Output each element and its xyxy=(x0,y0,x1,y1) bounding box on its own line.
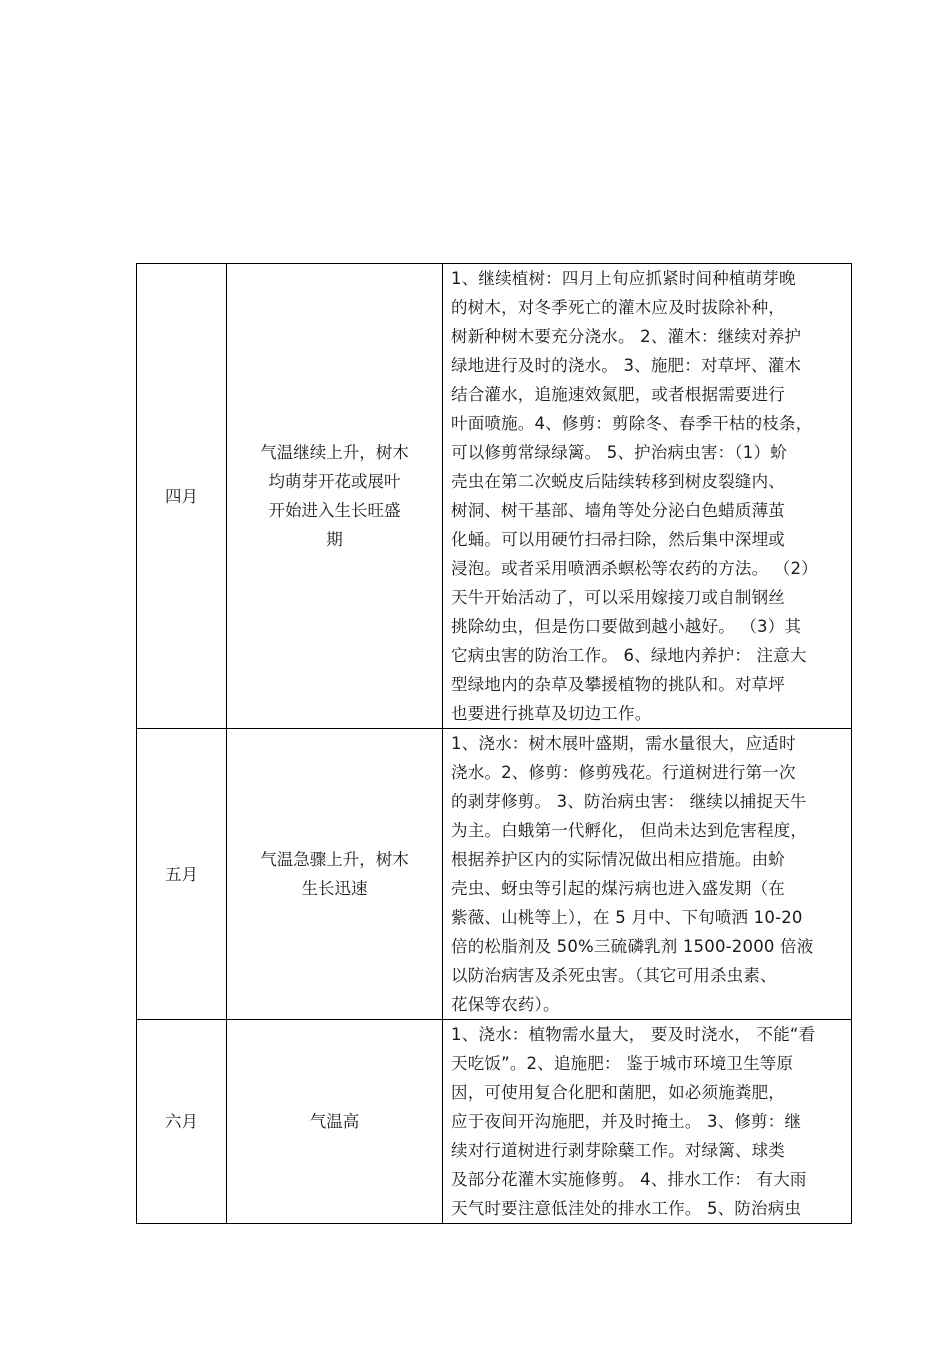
weather-cell xyxy=(227,1020,443,1224)
month-cell: 四月 xyxy=(137,264,227,729)
weather-line: 气温继续上升，树木 xyxy=(260,443,409,462)
task-line: 型绿地内的杂草及攀援植物的挑队和。对草坪 xyxy=(451,675,785,694)
task-line: 1、浇水：植物需水量大， 要及时浇水， 不能“看 xyxy=(451,1025,816,1044)
table-row-june xyxy=(137,1020,852,1224)
task-line: 壳虫在第二次蜕皮后陆续转移到树皮裂缝内、 xyxy=(451,472,785,491)
task-line: 也要进行挑草及切边工作。 xyxy=(451,704,652,723)
task-line: 的剥芽修剪。 3、防治病虫害： 继续以捕捉天牛 xyxy=(451,792,807,811)
task-line: 倍的松脂剂及 50%三硫磷乳剂 1500-2000 倍液 xyxy=(451,937,814,956)
tasks-cell xyxy=(443,729,852,1020)
tasks-cell xyxy=(443,264,852,729)
weather-line: 生长迅速 xyxy=(301,879,368,898)
table-row-april xyxy=(137,264,852,729)
task-line: 1、继续植树：四月上旬应抓紧时间种植萌芽晚 xyxy=(451,269,796,288)
task-line: 应于夜间开沟施肥，并及时掩土。 3、修剪：继 xyxy=(451,1112,802,1131)
weather-line: 气温急骤上升，树木 xyxy=(260,850,409,869)
task-line: 续对行道树进行剥芽除蘖工作。对绿篱、球类 xyxy=(451,1141,785,1160)
task-line: 壳虫、蚜虫等引起的煤污病也进入盛发期（在 xyxy=(451,879,785,898)
weather-cell xyxy=(227,264,443,729)
weather-line: 均萌芽开花或展叶 xyxy=(268,472,401,491)
task-line: 绿地进行及时的浇水。 3、施肥：对草坪、灌木 xyxy=(451,356,802,375)
month-cell: 六月 xyxy=(137,1020,227,1224)
task-line: 根据养护区内的实际情况做出相应措施。由蚧 xyxy=(451,850,785,869)
tasks-cell xyxy=(443,1020,852,1224)
task-line: 天气时要注意低洼处的排水工作。 5、防治病虫 xyxy=(451,1199,802,1218)
task-line: 天牛开始活动了，可以采用嫁接刀或自制钢丝 xyxy=(451,588,785,607)
task-line: 浸泡。或者采用喷洒杀螟松等农药的方法。 （2） xyxy=(451,559,818,578)
task-line: 以防治病害及杀死虫害。（其它可用杀虫素、 xyxy=(451,966,777,985)
weather-cell xyxy=(227,729,443,1020)
task-line: 叶面喷施。4、修剪：剪除冬、春季干枯的枝条， xyxy=(451,414,813,433)
month-cell: 五月 xyxy=(137,729,227,1020)
task-line: 树新种树木要充分浇水。 2、灌木：继续对养护 xyxy=(451,327,802,346)
table-row-may xyxy=(137,729,852,1020)
task-line: 为主。白蛾第一代孵化， 但尚未达到危害程度， xyxy=(451,821,808,840)
task-line: 紫薇、山桃等上），在 5 月中、下旬喷洒 10-20 xyxy=(451,908,803,927)
task-line: 浇水。2、修剪：修剪残花。行道树进行第一次 xyxy=(451,763,796,782)
task-line: 树洞、树干基部、墙角等处分泌白色蜡质薄茧 xyxy=(451,501,785,520)
maintenance-table xyxy=(136,263,852,1224)
task-line: 的树木，对冬季死亡的灌木应及时拔除补种， xyxy=(451,298,785,317)
task-line: 因，可使用复合化肥和菌肥，如必须施粪肥， xyxy=(451,1083,785,1102)
task-line: 及部分花灌木实施修剪。 4、排水工作： 有大雨 xyxy=(451,1170,807,1189)
task-line: 化蛹。可以用硬竹扫帚扫除，然后集中深埋或 xyxy=(451,530,785,549)
weather-line: 期 xyxy=(326,530,343,549)
task-line: 1、浇水：树木展叶盛期，需水量很大，应适时 xyxy=(451,734,796,753)
task-line: 花保等农药）。 xyxy=(451,995,560,1014)
weather-line: 开始进入生长旺盛 xyxy=(268,501,401,520)
task-line: 可以修剪常绿绿篱。 5、护治病虫害：（1）蚧 xyxy=(451,443,787,462)
task-line: 天吃饭”。2、追施肥： 鉴于城市环境卫生等原 xyxy=(451,1054,794,1073)
task-line: 结合灌水，追施速效氮肥，或者根据需要进行 xyxy=(451,385,785,404)
task-line: 挑除幼虫，但是伤口要做到越小越好。 （3）其 xyxy=(451,617,802,636)
task-line: 它病虫害的防治工作。 6、绿地内养护： 注意大 xyxy=(451,646,807,665)
weather-line: 气温高 xyxy=(309,1112,360,1131)
